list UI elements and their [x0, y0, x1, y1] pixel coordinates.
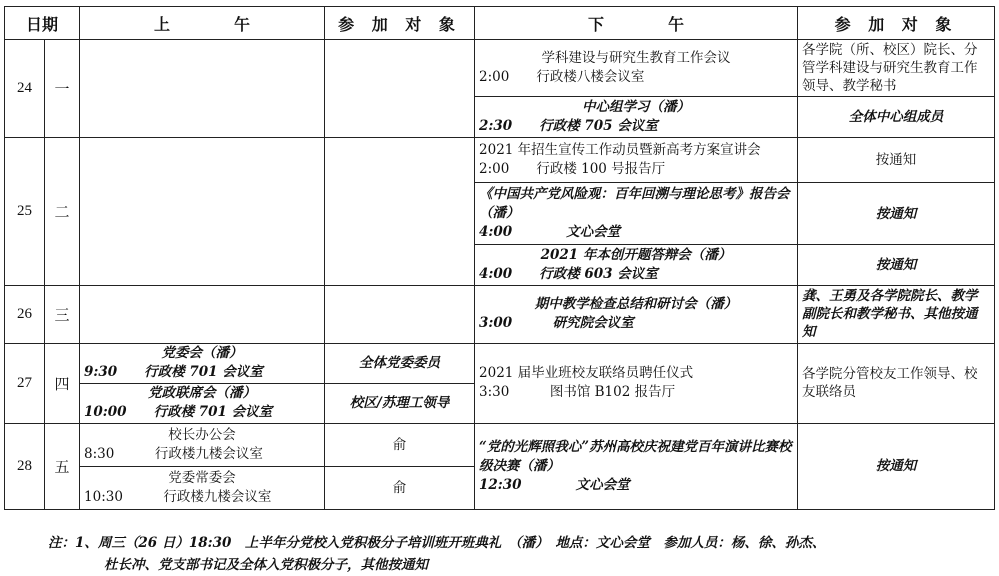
- event-time-location: 9:30 行政楼 701 会议室: [84, 364, 263, 381]
- table-row: [5, 423, 995, 466]
- day-number: 24: [5, 40, 45, 138]
- event-time-location: 2:00 行政楼 100 号报告厅: [479, 161, 666, 178]
- day-number: 27: [5, 343, 45, 423]
- event-participants: 按通知: [798, 245, 995, 285]
- event-time-location: 2:00 行政楼八楼会议室: [479, 69, 645, 86]
- afternoon-event: [475, 245, 798, 285]
- morning-cell: [80, 40, 325, 138]
- event-title: 中心组学习（潘）: [582, 99, 691, 116]
- event-title: 学科建设与研究生教育工作会议: [541, 50, 731, 67]
- event-time-location: 4:00 行政楼 603 会议室: [479, 265, 658, 282]
- event-title: 校长办公会: [168, 426, 236, 443]
- schedule-table: [4, 6, 995, 510]
- afternoon-event: [475, 423, 798, 509]
- event-participants: 全体党委委员: [325, 343, 475, 383]
- morning-event: [80, 383, 325, 423]
- morning-event: [80, 466, 325, 509]
- event-time-location: 3:30 图书馆 B102 报告厅: [479, 384, 676, 401]
- afternoon-event: [475, 40, 798, 97]
- afternoon-event: [475, 183, 798, 245]
- event-participants: 按通知: [798, 138, 995, 183]
- header-row: [5, 7, 995, 40]
- afternoon-event: [475, 343, 798, 423]
- event-time-location: 8:30 行政楼九楼会议室: [84, 445, 263, 462]
- footnote-line-2: 杜长冲、党支部书记及全体入党积极分子，其他按通知: [104, 557, 428, 573]
- event-time-location: 4:00 文心会堂: [479, 224, 621, 241]
- footnote: [48, 532, 978, 576]
- event-participants: 按通知: [798, 183, 995, 245]
- event-title: “党的光辉照我心”苏州高校庆祝建党百年演讲比赛校级决赛（潘）: [479, 438, 792, 474]
- table-row: [5, 343, 995, 383]
- event-participants: 俞: [325, 466, 475, 509]
- afternoon-event: [475, 138, 798, 183]
- event-title: 党委常委会: [168, 469, 236, 486]
- weekday: 二: [45, 138, 80, 285]
- weekday: 四: [45, 343, 80, 423]
- event-time-location: 12:30 文心会堂: [479, 476, 630, 493]
- event-participants: 按通知: [798, 423, 995, 509]
- footnote-line-1: 注：1、周三（26 日）18:30 上半年分党校入党积极分子培训班开班典礼 （潘） 地点：文心会堂 参加人员：杨、徐、孙杰、: [48, 535, 826, 551]
- table-row: [5, 138, 995, 183]
- header-afternoon-participants: 参 加 对 象: [798, 7, 995, 40]
- header-morning: 上 午: [80, 7, 325, 40]
- event-time-location: 2:30 行政楼 705 会议室: [479, 118, 658, 135]
- header-morning-participants: 参 加 对 象: [325, 7, 475, 40]
- event-title: 2021 届毕业班校友联络员聘任仪式: [479, 365, 694, 382]
- event-participants: 各学院（所、校区）院长、分管学科建设与研究生教育工作领导、教学秘书: [798, 40, 995, 97]
- morning-participants-cell: [325, 285, 475, 343]
- weekday: 一: [45, 40, 80, 138]
- event-title: 期中教学检查总结和研讨会（潘）: [534, 296, 738, 313]
- day-number: 25: [5, 138, 45, 285]
- weekday: 三: [45, 285, 80, 343]
- morning-event: [80, 343, 325, 383]
- header-afternoon: 下 午: [475, 7, 798, 40]
- event-time-location: 10:30 行政楼九楼会议室: [84, 488, 272, 505]
- header-date: 日期: [5, 7, 80, 40]
- event-participants: 龚、王勇及各学院院长、教学副院长和教学秘书、其他按通知: [798, 285, 995, 343]
- table-row: [5, 285, 995, 343]
- event-participants: 校区/苏理工领导: [325, 383, 475, 423]
- event-title: 2021 年本创开题答辩会（潘）: [540, 246, 732, 263]
- morning-participants-cell: [325, 40, 475, 138]
- morning-cell: [80, 138, 325, 285]
- day-number: 28: [5, 423, 45, 509]
- event-time-location: 3:00 研究院会议室: [479, 315, 634, 332]
- event-participants: 俞: [325, 423, 475, 466]
- day-number: 26: [5, 285, 45, 343]
- weekday: 五: [45, 423, 80, 509]
- event-time-location: 10:00 行政楼 701 会议室: [84, 404, 273, 421]
- morning-participants-cell: [325, 138, 475, 285]
- event-title: 党委会（潘）: [161, 345, 243, 362]
- morning-event: [80, 423, 325, 466]
- event-title: 《中国共产党风险观：百年回溯与理论思考》报告会（潘）: [479, 186, 790, 222]
- event-participants: 各学院分管校友工作领导、校友联络员: [798, 343, 995, 423]
- table-row: [5, 40, 995, 97]
- event-title: 2021 年招生宣传工作动员暨新高考方案宣讲会: [479, 142, 761, 159]
- afternoon-event: [475, 285, 798, 343]
- afternoon-event: [475, 97, 798, 138]
- event-title: 党政联席会（潘）: [148, 385, 257, 402]
- event-participants: 全体中心组成员: [798, 97, 995, 138]
- morning-cell: [80, 285, 325, 343]
